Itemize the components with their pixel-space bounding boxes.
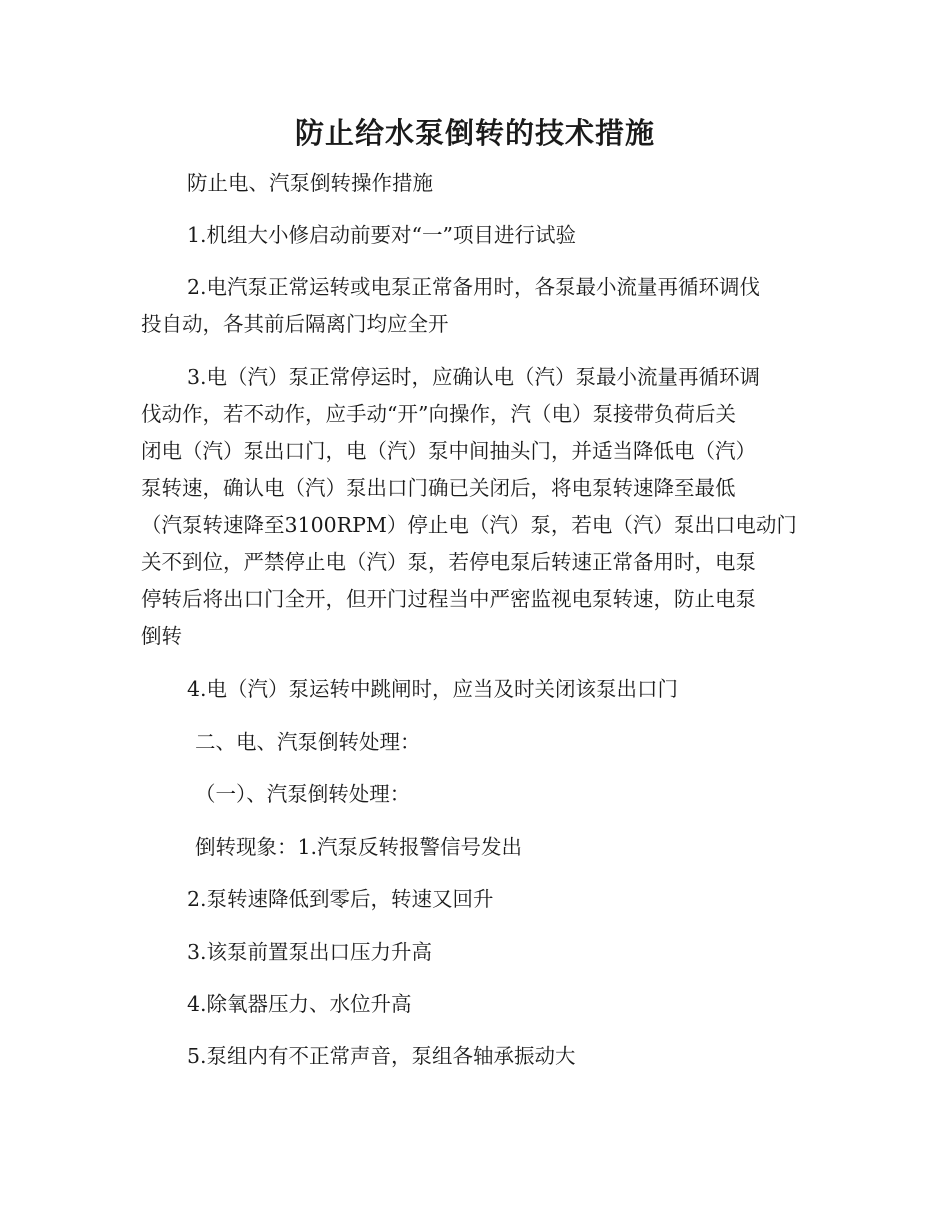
phenomenon-3: 3.该泵前置泵出口压力升高 bbox=[187, 940, 433, 964]
item-2-line: 投自动，各其前后隔离门均应全开 bbox=[141, 312, 449, 336]
item-3-line: （汽泵转速降至3100RPM）停止电（汽）泵，若电（汽）泵出口电动门 bbox=[141, 513, 797, 537]
phenomenon-4: 4.除氧器压力、水位升高 bbox=[187, 992, 412, 1016]
item-3-line: 倒转 bbox=[141, 624, 182, 648]
item-3-line: 3.电（汽）泵正常停运时，应确认电（汽）泵最小流量再循环调 bbox=[187, 365, 761, 389]
phenomenon-1: 倒转现象：1.汽泵反转报警信号发出 bbox=[195, 835, 523, 859]
item-4-paragraph: 4.电（汽）泵运转中跳闸时，应当及时关闭该泵出口门 bbox=[187, 677, 679, 701]
phenomenon-2: 2.泵转速降低到零后，转速又回升 bbox=[187, 887, 494, 911]
item-3-line: 泵转速，确认电（汽）泵出口门确已关闭后，将电泵转速降至最低 bbox=[141, 476, 736, 500]
item-1-paragraph: 1.机组大小修启动前要对“一”项目进行试验 bbox=[187, 223, 577, 247]
item-3-line: 关不到位，严禁停止电（汽）泵，若停电泵后转速正常备用时，电泵 bbox=[141, 550, 756, 574]
item-2-paragraph bbox=[141, 269, 811, 343]
item-3-paragraph bbox=[141, 359, 811, 655]
section-2-1-heading: （一）、汽泵倒转处理： bbox=[195, 782, 411, 806]
phenomenon-5: 5.泵组内有不正常声音，泵组各轴承振动大 bbox=[187, 1044, 576, 1068]
item-2-line: 2.电汽泵正常运转或电泵正常备用时，各泵最小流量再循环调伐 bbox=[187, 275, 761, 299]
section-2-heading: 二、电、汽泵倒转处理： bbox=[195, 730, 421, 754]
document-title: 防止给水泵倒转的技术措施 bbox=[294, 116, 655, 150]
item-3-line: 闭电（汽）泵出口门，电（汽）泵中间抽头门，并适当降低电（汽） bbox=[141, 439, 756, 463]
item-3-line: 伐动作，若不动作，应手动“开”向操作，汽（电）泵接带负荷后关 bbox=[141, 402, 736, 426]
intro-paragraph: 防止电、汽泵倒转操作措施 bbox=[187, 171, 433, 195]
item-3-line: 停转后将出口门全开，但开门过程当中严密监视电泵转速，防止电泵 bbox=[141, 587, 756, 611]
